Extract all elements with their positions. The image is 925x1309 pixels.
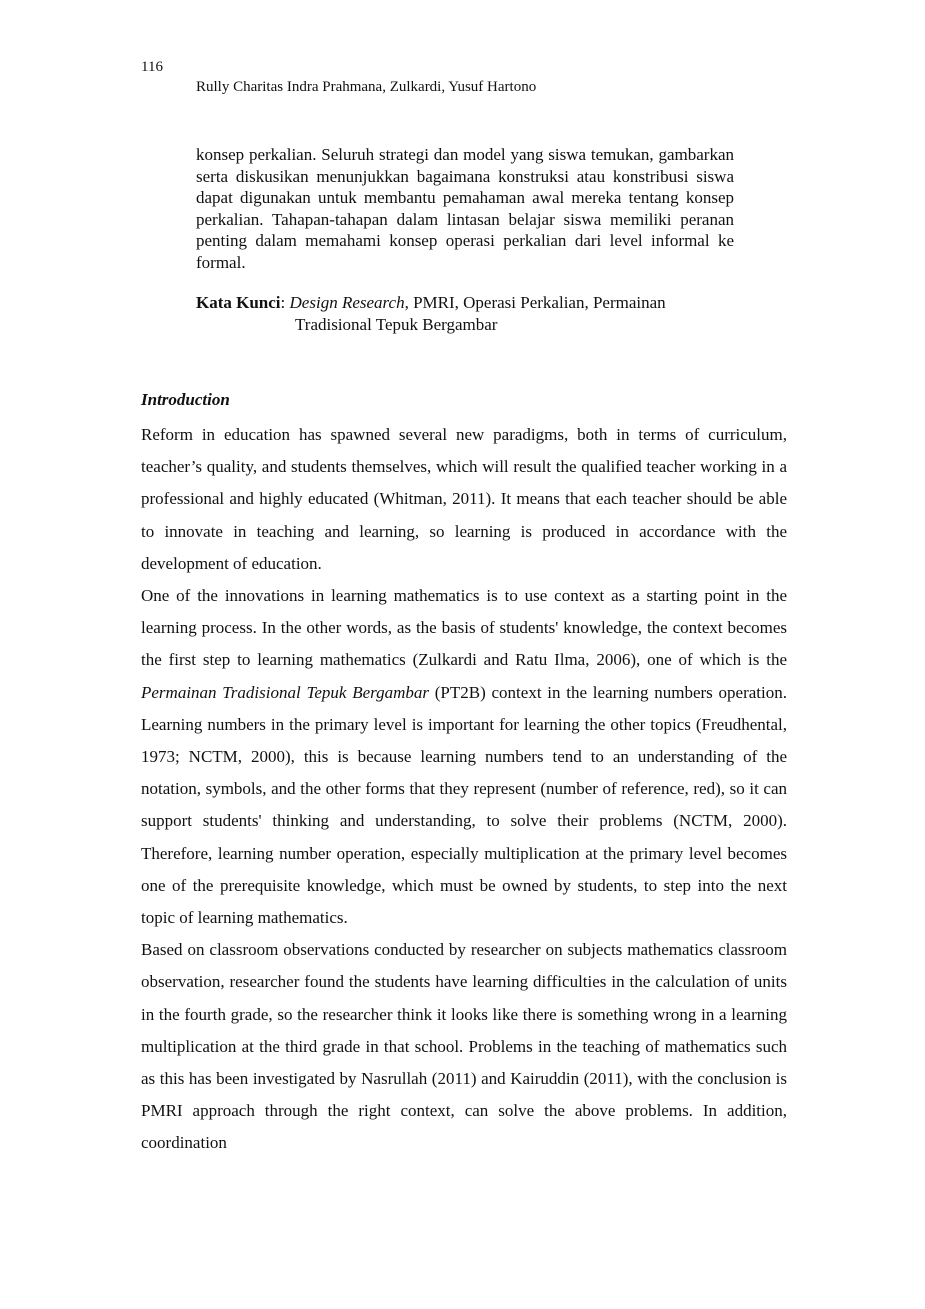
introduction-body [141, 419, 787, 1160]
keywords-separator: : [280, 293, 286, 312]
introduction-paragraph-3: Based on classroom observations conducted by researcher on subjects mathematics classroom observation, researcher found the students have learning difficulties in the calculation of units in the fourth grade, so the researcher think it looks like there is something wrong in a learning multiplication at the third grade in that school. Problems in the teaching of mathematics such as this has been investigated by Nasrullah (2011) and Kairuddin (2011), with the conclusion is PMRI approach through the right context, can solve the above problems. In addition, coordination [141, 940, 787, 1153]
keywords-rest: , PMRI, Operasi Perkalian, Permainan [404, 293, 666, 312]
keyword-design-research: Design Research [289, 293, 405, 312]
section-heading-introduction: Introduction [141, 390, 230, 409]
keywords-label: Kata Kunci [196, 293, 281, 312]
paragraph-2-part-1: One of the innovations in learning mathematics is to use context as a starting point in the learning process. In the other words, as the basis of students' knowledge, the context becomes the first step to learning mathematics (Zulkardi and Ratu Ilma, 2006), one of which is the [141, 586, 787, 670]
running-head-authors: Rully Charitas Indra Prahmana, Zulkardi, Yusuf Hartono [196, 79, 537, 95]
page-number: 116 [141, 59, 163, 75]
paragraph-2-part-2: (PT2B) context in the learning numbers operation. Learning numbers in the primary level is important for learning the other topics (Freudhental, 1973; NCTM, 2000), this is because learning numbers tend to an understanding of the notation, symbols, and the other forms that they represent (number of reference, red), so it can support students' thinking and understanding, to solve their problems (NCTM, 2000). Therefore, learning number operation, especially multiplication at the primary level becomes one of the prerequisite knowledge, which must be owned by students, to step into the next topic of learning mathematics. [141, 682, 787, 928]
abstract-paragraph: konsep perkalian. Seluruh strategi dan model yang siswa temukan, gambarkan serta diskusikan menunjukkan bagaimana konstruksi atau konstribusi siswa dapat digunakan untuk membantu pemahaman awal mereka tentang konsep perkalian. Tahapan-tahapan dalam lintasan belajar siswa memiliki peranan penting dalam memahami konsep operasi perkalian dari level informal ke formal. [196, 145, 734, 272]
keywords [196, 292, 756, 336]
paragraph-2-italic-term: Permainan Tradisional Tepuk Bergambar [141, 682, 430, 702]
keywords-line-2: Tradisional Tepuk Bergambar [295, 315, 498, 334]
keywords-line-1 [196, 292, 756, 314]
introduction-paragraph-2 [141, 580, 787, 934]
introduction-paragraph-1: Reform in education has spawned several new paradigms, both in terms of curriculum, teacher’s quality, and students themselves, which will result the qualified teacher working in a professional and highly educated (Whitman, 2011). It means that each teacher should be able to innovate in teaching and learning, so learning is produced in accordance with the development of education. [141, 425, 787, 573]
